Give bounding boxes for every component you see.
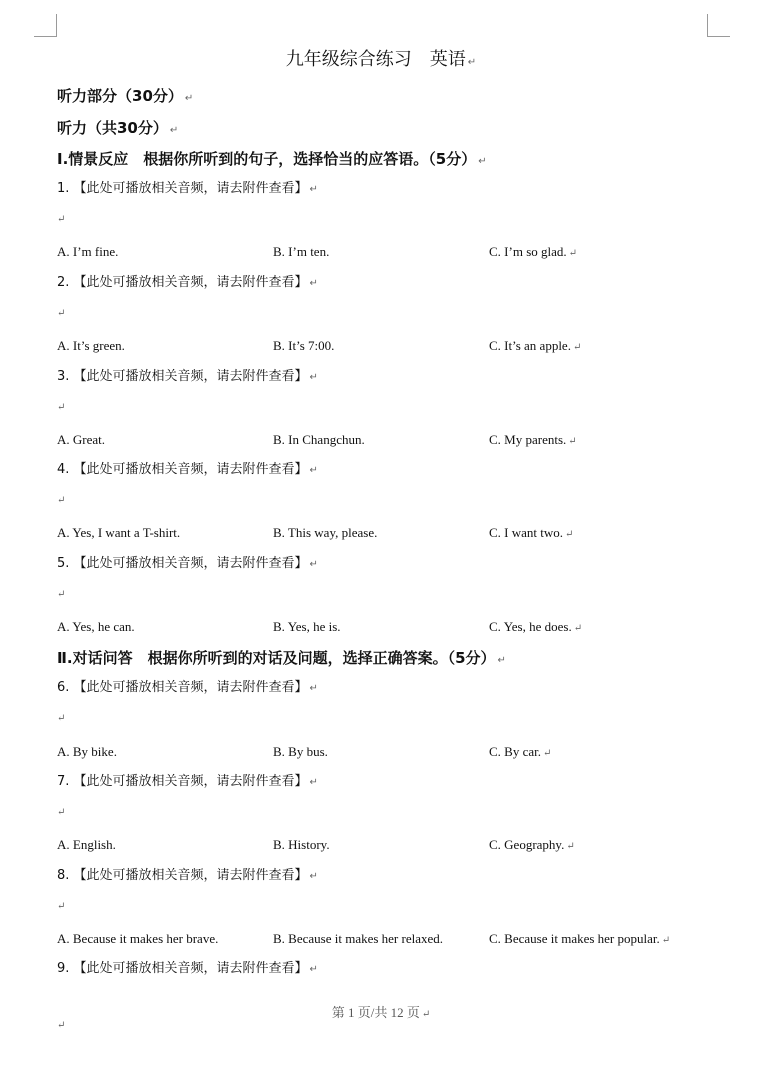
option-a: A. By bike. xyxy=(57,744,117,759)
section-part-heading: 听力部分（30分） ↵ xyxy=(57,87,194,105)
option-c: C. I want two. ↵ xyxy=(489,525,574,540)
question-1-prompt: 1. 【此处可播放相关音频，请去附件查看】 ↵ xyxy=(57,181,318,196)
empty-paragraph: ↵ xyxy=(57,308,66,319)
section-listening-heading: 听力（共30分） ↵ xyxy=(57,119,179,137)
option-b: B. Because it makes her relaxed. xyxy=(273,931,444,946)
option-a: A. Because it makes her brave. xyxy=(57,931,219,946)
page-footer: 第 1 页/共 12 页 ↵ xyxy=(331,1005,431,1020)
option-b: B. This way, please. xyxy=(273,525,378,540)
question-7-prompt: 7. 【此处可播放相关音频，请去附件查看】 ↵ xyxy=(57,774,318,789)
option-c: C. It’s an apple. ↵ xyxy=(489,338,582,353)
question-1-options xyxy=(57,244,757,260)
option-a: A. Great. xyxy=(57,432,106,447)
section-2-heading: Ⅱ.对话问答 根据你所听到的对话及问题，选择正确答案。（5分） ↵ xyxy=(57,649,506,667)
option-c: C. Geography. ↵ xyxy=(489,837,575,852)
question-7-options xyxy=(57,837,757,853)
question-3-options xyxy=(57,432,757,448)
option-a: A. I’m fine. xyxy=(57,244,119,259)
option-b: B. In Changchun. xyxy=(273,432,365,447)
empty-paragraph: ↵ xyxy=(57,495,66,506)
crop-mark-top-right xyxy=(707,14,730,37)
question-8-options xyxy=(57,931,757,947)
empty-paragraph: ↵ xyxy=(57,402,66,413)
option-b: B. It’s 7:00. xyxy=(273,338,335,353)
question-2-prompt: 2. 【此处可播放相关音频，请去附件查看】 ↵ xyxy=(57,275,318,290)
question-8-prompt: 8. 【此处可播放相关音频，请去附件查看】 ↵ xyxy=(57,868,318,883)
option-c: C. Because it makes her popular. ↵ xyxy=(489,931,671,946)
empty-paragraph: ↵ xyxy=(57,901,66,912)
option-a: A. English. xyxy=(57,837,116,852)
question-6-prompt: 6. 【此处可播放相关音频，请去附件查看】 ↵ xyxy=(57,680,318,695)
option-c: C. My parents. ↵ xyxy=(489,432,577,447)
option-b: B. By bus. xyxy=(273,744,328,759)
document-title: 九年级综合练习 英语 ↵ xyxy=(285,49,477,70)
section-1-heading: Ⅰ.情景反应 根据你所听到的句子，选择恰当的应答语。（5分） ↵ xyxy=(57,150,487,168)
option-a: A. Yes, I want a T-shirt. xyxy=(57,525,181,540)
question-4-options xyxy=(57,525,757,541)
question-5-prompt: 5. 【此处可播放相关音频，请去附件查看】 ↵ xyxy=(57,556,318,571)
option-a: A. Yes, he can. xyxy=(57,619,135,634)
option-b: B. History. xyxy=(273,837,330,852)
question-4-prompt: 4. 【此处可播放相关音频，请去附件查看】 ↵ xyxy=(57,462,318,477)
empty-paragraph: ↵ xyxy=(57,214,66,225)
question-2-options xyxy=(57,338,757,354)
question-6-options xyxy=(57,744,757,760)
empty-paragraph: ↵ xyxy=(57,1020,66,1031)
empty-paragraph: ↵ xyxy=(57,807,66,818)
question-9-prompt: 9. 【此处可播放相关音频，请去附件查看】 ↵ xyxy=(57,961,318,976)
option-a: A. It’s green. xyxy=(57,338,125,353)
question-3-prompt: 3. 【此处可播放相关音频，请去附件查看】 ↵ xyxy=(57,369,318,384)
option-c: C. I’m so glad. ↵ xyxy=(489,244,578,259)
option-b: B. I’m ten. xyxy=(273,244,330,259)
option-c: C. By car. ↵ xyxy=(489,744,552,759)
question-5-options xyxy=(57,619,757,635)
crop-mark-top-left xyxy=(34,14,57,37)
empty-paragraph: ↵ xyxy=(57,713,66,724)
option-c: C. Yes, he does. ↵ xyxy=(489,619,583,634)
empty-paragraph: ↵ xyxy=(57,589,66,600)
option-b: B. Yes, he is. xyxy=(273,619,341,634)
